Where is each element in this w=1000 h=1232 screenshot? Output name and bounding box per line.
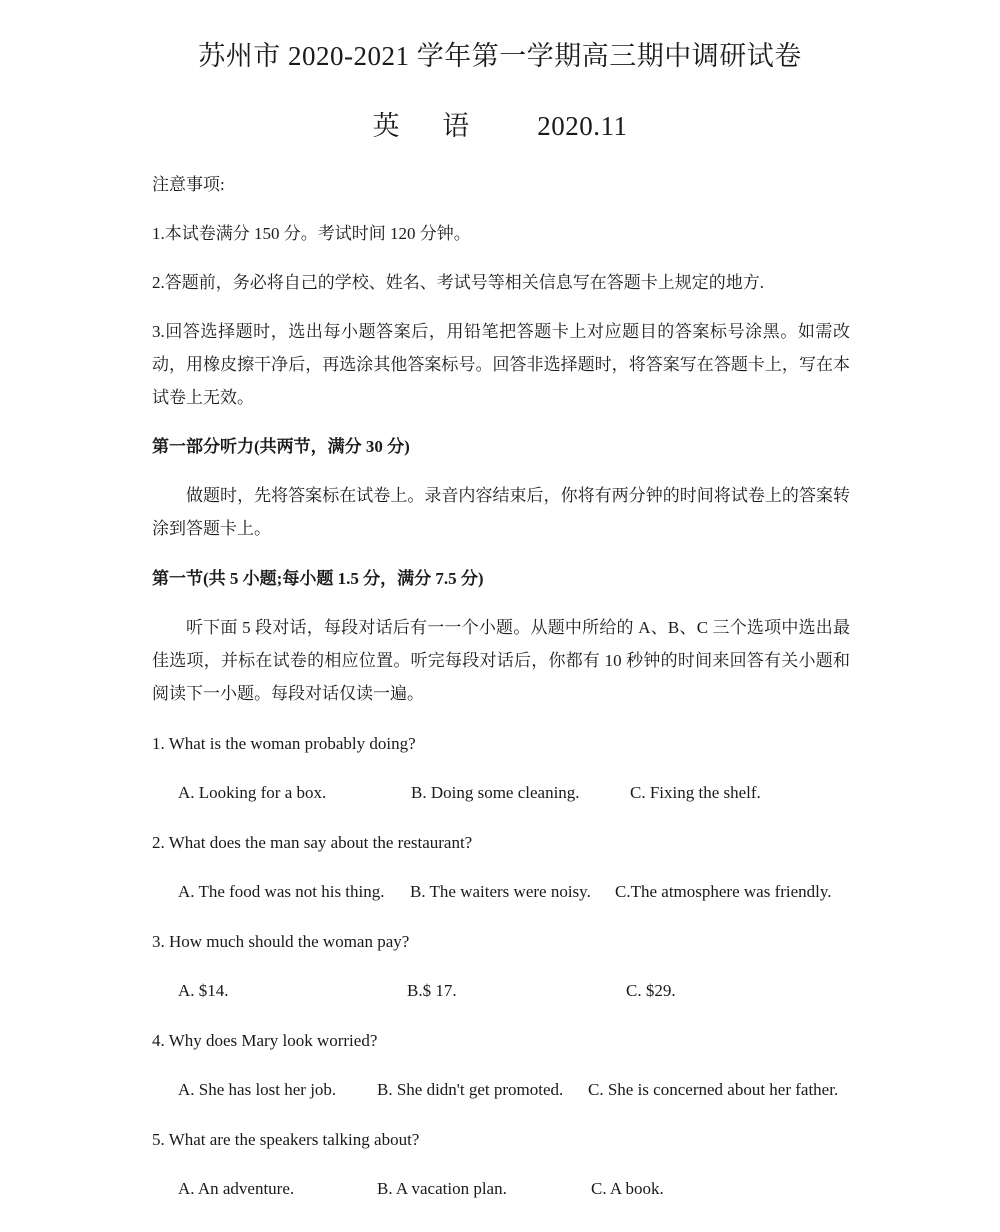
exam-subtitle bbox=[0, 104, 1000, 143]
question-1-option-a[interactable]: A. Looking for a box. bbox=[178, 783, 327, 802]
exam-title: 苏州市 2020-2021 学年第一学期高三期中调研试卷 bbox=[198, 41, 802, 71]
notice-heading: 注意事项: bbox=[152, 175, 225, 194]
part1-heading: 第一部分听力(共两节，满分 30 分) bbox=[152, 437, 410, 456]
question-4-option-b[interactable]: B. She didn't get promoted. bbox=[377, 1080, 564, 1099]
question-3-stem: 3. How much should the woman pay? bbox=[152, 932, 410, 951]
question-5-option-c[interactable]: C. A book. bbox=[591, 1179, 664, 1198]
section1-instruction: 听下面 5 段对话，每段对话后有一一个小题。从题中所给的 A、B、C 三个选项中选出最佳选项，并标在试卷的相应位置。听完每段对话后，你都有 10 秒钟的时间来回答有关小题和阅读下一小题。每段对话仅读一遍。 bbox=[152, 618, 850, 703]
question-1-option-b[interactable]: B. Doing some cleaning. bbox=[411, 783, 580, 802]
question-2-option-c[interactable]: C.The atmosphere was friendly. bbox=[615, 882, 832, 901]
notice-item-1: 1.本试卷满分 150 分。考试时间 120 分钟。 bbox=[152, 224, 471, 243]
question-3-option-c[interactable]: C. $29. bbox=[626, 981, 676, 1000]
question-1-stem: 1. What is the woman probably doing? bbox=[152, 734, 416, 753]
part1-instruction: 做题时，先将答案标在试卷上。录音内容结束后，你将有两分钟的时间将试卷上的答案转涂到答题卡上。 bbox=[152, 486, 850, 538]
question-5-option-b[interactable]: B. A vacation plan. bbox=[377, 1179, 507, 1198]
question-5-option-a[interactable]: A. An adventure. bbox=[178, 1179, 295, 1198]
question-3-option-b[interactable]: B.$ 17. bbox=[407, 981, 457, 1000]
section1-heading: 第一节(共 5 小题;每小题 1.5 分，满分 7.5 分) bbox=[152, 569, 484, 588]
question-4-option-a[interactable]: A. She has lost her job. bbox=[178, 1080, 337, 1099]
question-3-option-a[interactable]: A. $14. bbox=[178, 981, 229, 1000]
exam-date: 2020.11 bbox=[537, 111, 628, 141]
notice-item-3: 3.回答选择题时，选出每小题答案后，用铅笔把答题卡上对应题目的答案标号涂黑。如需改动，用橡皮擦干净后，再选涂其他答案标号。回答非选择题时，将答案写在答题卡上，写在本试卷上无效。 bbox=[152, 322, 850, 407]
question-2-stem: 2. What does the man say about the restaurant? bbox=[152, 833, 473, 852]
question-2-option-b[interactable]: B. The waiters were noisy. bbox=[410, 882, 591, 901]
question-5-stem: 5. What are the speakers talking about? bbox=[152, 1130, 420, 1149]
question-4-option-c[interactable]: C. She is concerned about her father. bbox=[588, 1080, 839, 1099]
exam-subject: 英 语 bbox=[372, 111, 488, 141]
notice-item-2: 2.答题前，务必将自己的学校、姓名、考试号等相关信息写在答题卡上规定的地方. bbox=[152, 273, 764, 292]
question-1-option-c[interactable]: C. Fixing the shelf. bbox=[630, 783, 761, 802]
question-2-option-a[interactable]: A. The food was not his thing. bbox=[178, 882, 385, 901]
question-4-stem: 4. Why does Mary look worried? bbox=[152, 1031, 378, 1050]
